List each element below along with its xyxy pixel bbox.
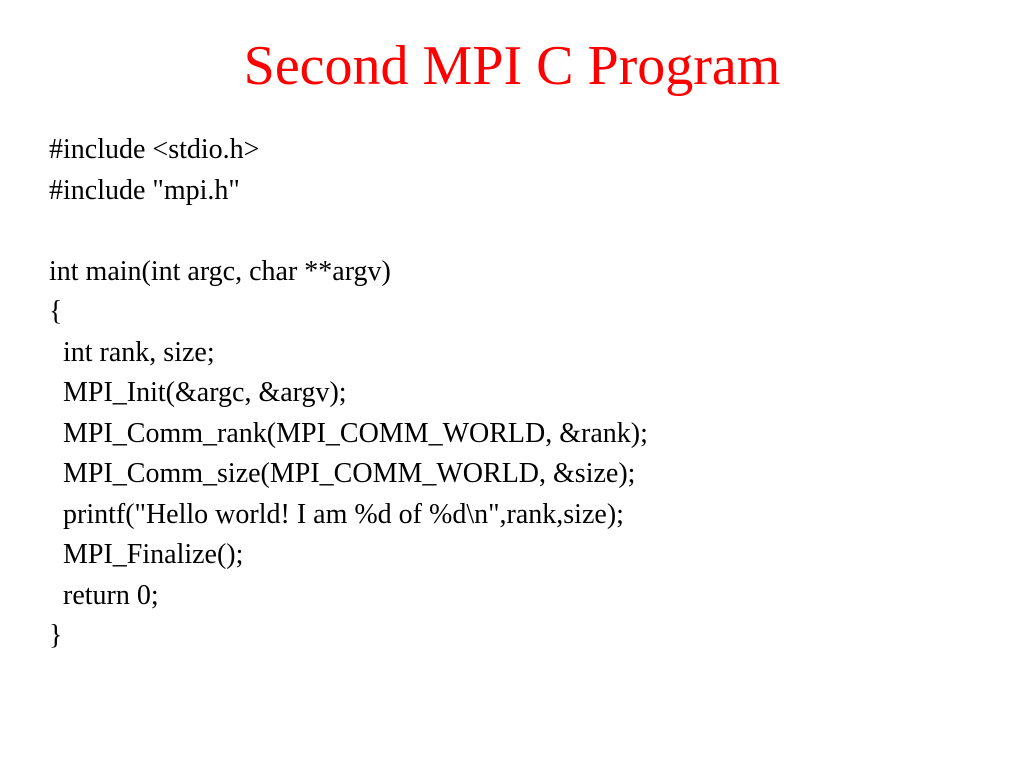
- code-line-declare-vars: int rank, size;: [49, 336, 215, 368]
- code-line-close-brace: }: [49, 620, 63, 651]
- code-line-mpi-init: MPI_Init(&argc, &argv);: [49, 377, 347, 408]
- code-line-main-signature: int main(int argc, char **argv): [49, 255, 391, 287]
- slide-title: Second MPI C Program: [243, 35, 781, 97]
- code-line-printf: printf("Hello world! I am %d of %d\n",rank,size);: [49, 498, 624, 530]
- code-block: [49, 130, 648, 657]
- code-line-blank: [49, 211, 648, 252]
- code-line-include-stdio: #include <stdio.h>: [49, 134, 260, 165]
- code-line-include-mpi: #include "mpi.h": [49, 174, 240, 206]
- code-line-comm-size: MPI_Comm_size(MPI_COMM_WORLD, &size);: [49, 458, 636, 489]
- code-line-mpi-finalize: MPI_Finalize();: [49, 539, 244, 570]
- code-line-comm-rank: MPI_Comm_rank(MPI_COMM_WORLD, &rank);: [49, 417, 648, 449]
- code-line-open-brace: {: [49, 296, 63, 327]
- code-line-return: return 0;: [49, 579, 159, 611]
